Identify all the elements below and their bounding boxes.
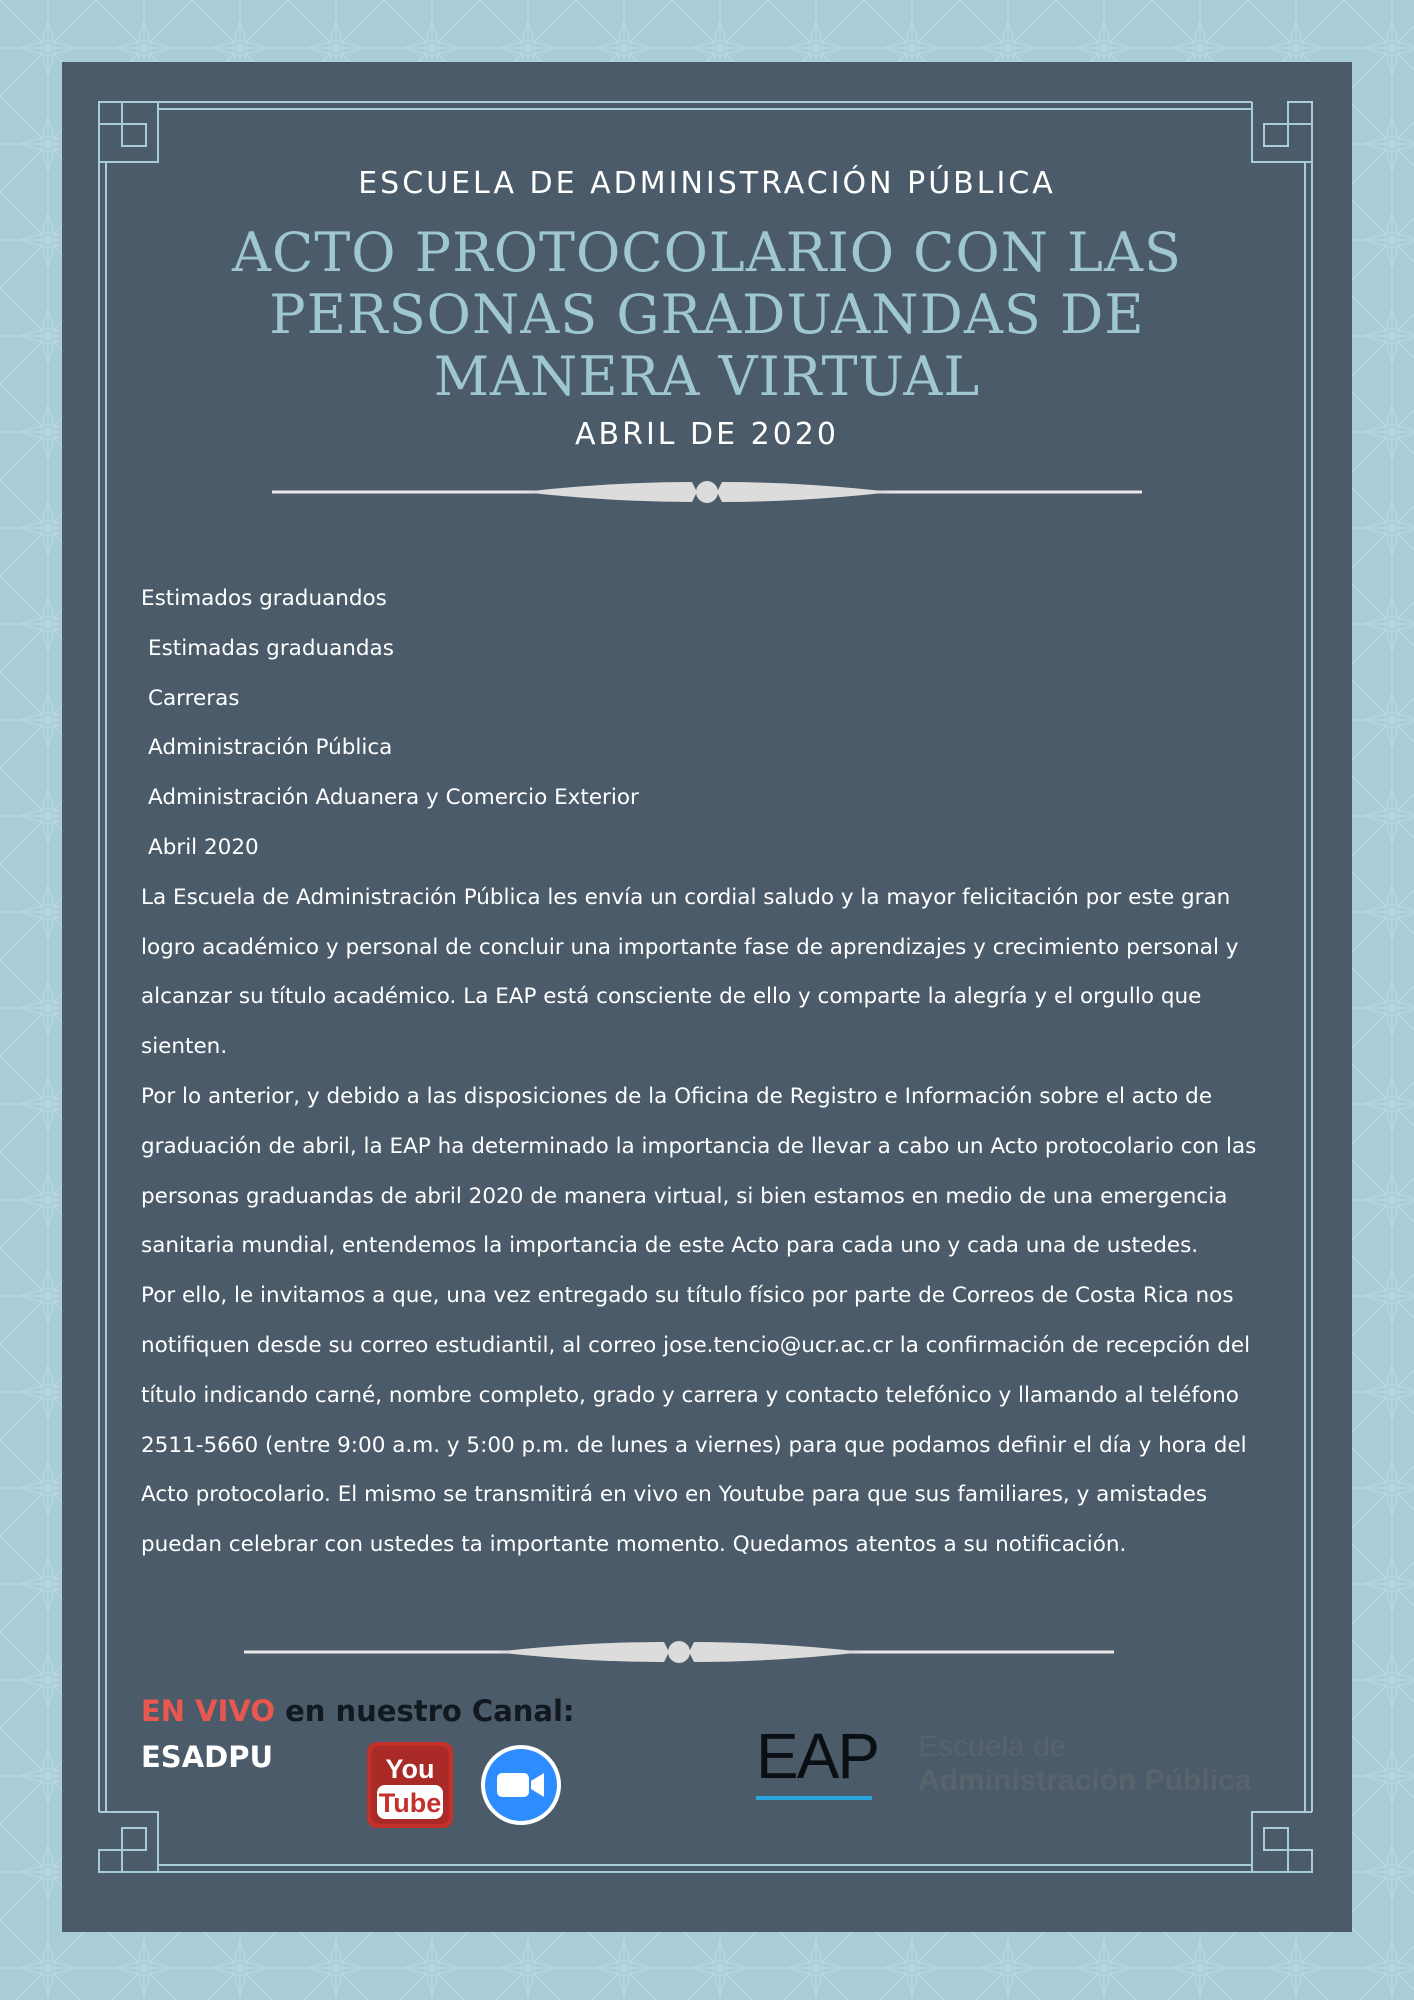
top-divider	[272, 474, 1142, 510]
salutation-line: Administración Pública	[148, 735, 393, 761]
youtube-text-top: You	[385, 1754, 435, 1784]
channel-name: ESADPU	[141, 1740, 274, 1774]
page-title	[182, 222, 1232, 408]
eap-full-name	[918, 1730, 1251, 1798]
paragraph: La Escuela de Administración Pública les envía un cordial saludo y la mayor felicitación por este gran logro académico y personal de concluir una importante fase de aprendizajes y crecimiento personal y alcanzar su título académico. La EAP está consciente de ello y comparte la alegría y el orgullo que sienten.	[141, 884, 1239, 1060]
bottom-divider	[244, 1634, 1114, 1670]
youtube-text-bottom: Tube	[378, 1788, 442, 1818]
eap-name-line-2: Administración Pública	[918, 1764, 1252, 1797]
eap-mark: EAP	[756, 1720, 879, 1792]
salutation-line: Estimadas graduandas	[148, 635, 394, 661]
youtube-icon[interactable]	[367, 1742, 453, 1828]
paragraph: Por lo anterior, y debido a las disposiciones de la Oficina de Registro e Información sobre el acto de graduación de abril, la EAP ha determinado la importancia de llevar a cabo un Acto protocolario con las personas graduandas de abril 2020 de manera virtual, si bien estamos en medio de una emergencia sanitaria mundial, entendemos la importancia de este Acto para cada uno y cada una de ustedes.	[141, 1083, 1257, 1259]
title-line-3: MANERA VIRTUAL	[433, 345, 981, 408]
letter-body	[141, 574, 1291, 1570]
paragraph: Por ello, le invitamos a que, una vez entregado su título físico por parte de Correos de Costa Rica nos notifiquen desde su correo estudiantil, al correo jose.tencio@ucr.ac.cr la confirmación de recepción del título indicando carné, nombre completo, grado y carrera y contacto telefónico y llamando al teléfono 2511-5660 (entre 9:00 a.m. y 5:00 p.m. de lunes a viernes) para que podamos definir el día y hora del Acto protocolario. El mismo se transmitirá en vivo en Youtube para que sus familiares, y amistades puedan celebrar con ustedes ta importante momento. Quedamos atentos a su notificación.	[141, 1283, 1251, 1558]
event-date: ABRIL DE 2020	[575, 417, 839, 452]
school-name: ESCUELA DE ADMINISTRACIÓN PÚBLICA	[358, 166, 1056, 201]
title-line-2: PERSONAS GRADUANDAS DE	[269, 283, 1145, 346]
title-line-1: ACTO PROTOCOLARIO CON LAS	[231, 221, 1183, 284]
live-suffix: en nuestro Canal:	[275, 1694, 575, 1728]
salutation-line: Carreras	[148, 685, 240, 711]
eap-logo	[756, 1720, 879, 1800]
invitation-card	[62, 62, 1352, 1932]
salutation-line: Administración Aduanera y Comercio Exterior	[148, 785, 639, 811]
zoom-icon[interactable]	[480, 1744, 562, 1826]
eap-underline	[756, 1796, 872, 1800]
live-label: EN VIVO	[141, 1694, 275, 1728]
salutation-line: Estimados graduandos	[141, 586, 387, 611]
salutation-line: Abril 2020	[148, 834, 259, 860]
live-announcement	[141, 1694, 575, 1728]
eap-name-line-1: Escuela de	[918, 1730, 1067, 1763]
